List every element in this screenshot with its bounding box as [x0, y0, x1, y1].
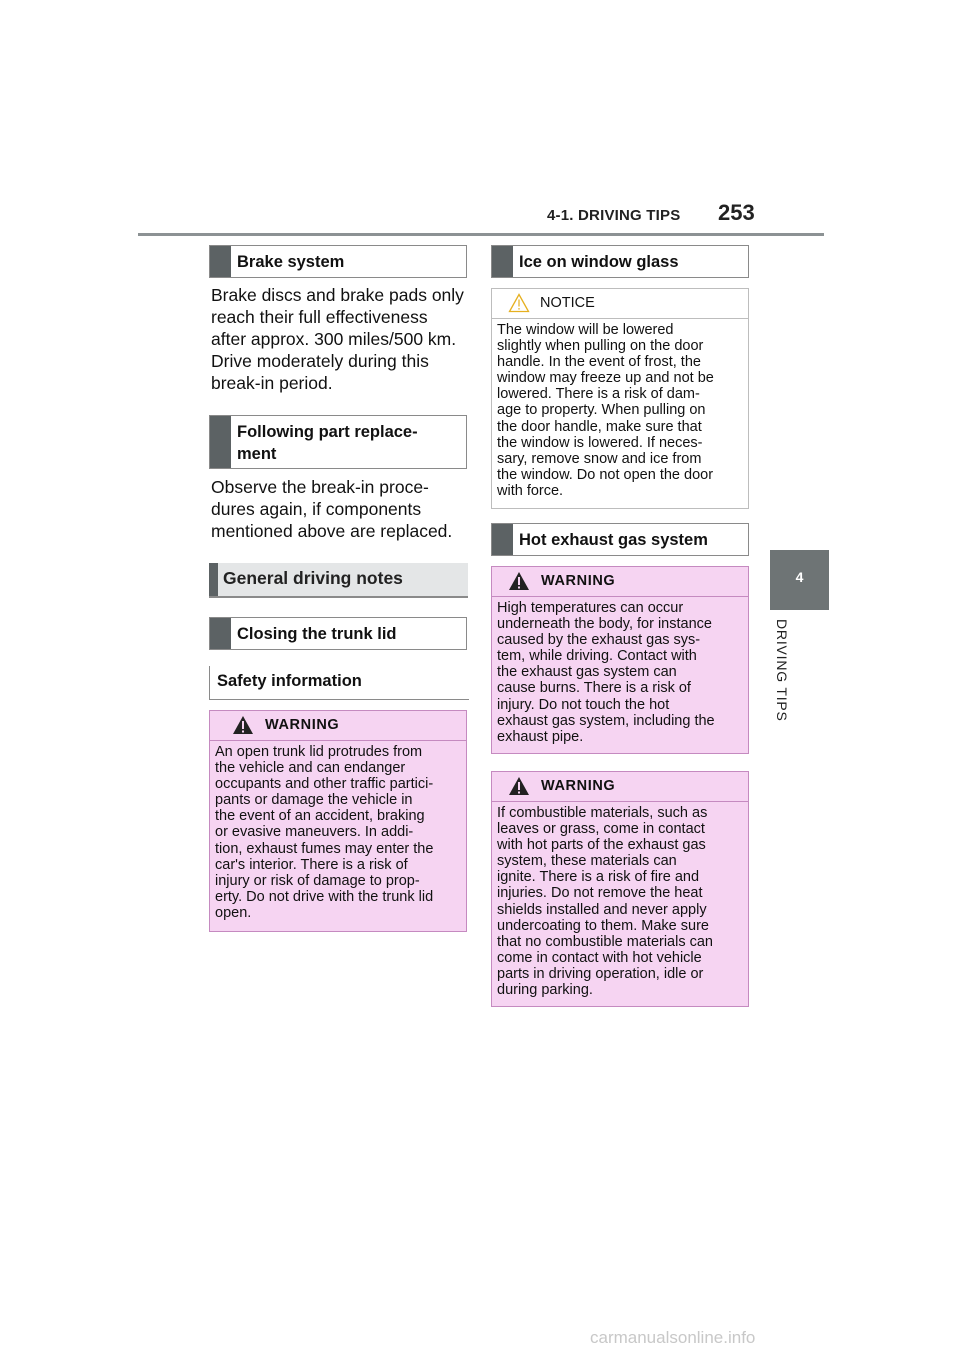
text-line: the event of an accident, braking — [215, 808, 425, 825]
text-line: An open trunk lid protrudes from — [215, 744, 423, 760]
text-line: leaves or grass, come in contact — [497, 821, 705, 838]
text-line: Brake discs and brake pads only — [211, 285, 464, 305]
heading-bar — [210, 246, 231, 277]
exhaust-warning-box-2 — [491, 771, 749, 1007]
warning-header — [210, 711, 466, 741]
text-line: injury. Do not touch the hot — [497, 696, 670, 713]
text-line: open. — [215, 904, 252, 921]
warning-header — [492, 772, 748, 802]
heading-text: Closing the trunk lid — [237, 625, 397, 643]
text-line: pants or damage the vehicle in — [215, 792, 413, 809]
text-line: system, these materials can — [497, 853, 677, 870]
notice-label: NOTICE — [540, 295, 595, 311]
warning-label: WARNING — [541, 778, 616, 794]
caution-icon — [508, 293, 530, 313]
part-replacement-heading — [209, 415, 467, 469]
text-line: exhaust gas system, including the — [497, 712, 715, 729]
text-line: caused by the exhaust gas sys- — [497, 632, 701, 649]
text-line: erty. Do not drive with the trunk lid — [215, 888, 434, 905]
heading-bar — [492, 524, 513, 555]
text-line: that no combustible materials can — [497, 933, 713, 950]
text-line: window may freeze up and not be — [497, 370, 714, 387]
text-line: car's interior. There is a risk of — [215, 856, 408, 873]
header-divider — [138, 233, 824, 236]
text-line: sary, remove snow and ice from — [497, 450, 702, 467]
general-driving-notes-heading — [209, 563, 468, 598]
notice-header — [492, 289, 748, 319]
chapter-number: 4 — [795, 569, 804, 585]
text-line: lowered. There is a risk of dam- — [497, 386, 700, 403]
text-line: parts in driving operation, idle or — [497, 965, 704, 982]
heading-bar — [209, 563, 218, 596]
text-line: High temperatures can occur — [497, 600, 684, 616]
warning-label: WARNING — [541, 573, 616, 589]
text-line: injuries. Do not remove the heat — [497, 885, 703, 902]
text-line: shields installed and never apply — [497, 901, 707, 918]
safety-information-heading — [209, 666, 469, 700]
text-line: break-in period. — [211, 373, 333, 393]
warning-icon — [508, 776, 530, 796]
warning-text — [492, 802, 748, 1004]
chapter-title: DRIVING TIPS — [774, 619, 790, 722]
heading-line: Following part replace- — [237, 423, 418, 441]
section-title: 4-1. DRIVING TIPS — [547, 207, 681, 224]
page-number: 253 — [718, 200, 755, 225]
text-line: the window. Do not open the door — [497, 466, 714, 483]
text-line: occupants and other traffic partici- — [215, 776, 434, 793]
text-line: exhaust pipe. — [497, 728, 584, 745]
text-line: the window is lowered. If neces- — [497, 434, 703, 451]
ice-notice-box — [491, 288, 749, 509]
text-line: during parking. — [497, 982, 593, 999]
text-line: underneath the body, for instance — [497, 616, 712, 633]
text-line: come in contact with hot vehicle — [497, 949, 702, 966]
trunk-lid-heading — [209, 617, 467, 650]
text-line: Drive moderately during this — [211, 351, 429, 371]
text-line: reach their full effectiveness — [211, 307, 428, 327]
chapter-tab — [770, 550, 829, 610]
warning-icon — [232, 715, 254, 735]
exhaust-warning-box-1 — [491, 566, 749, 754]
heading-line: ment — [237, 445, 277, 463]
heading-text: Ice on window glass — [519, 253, 679, 271]
text-line: mentioned above are replaced. — [211, 521, 453, 541]
text-line: tem, while driving. Contact with — [497, 648, 697, 665]
text-line: the exhaust gas system can — [497, 664, 677, 681]
text-line: slightly when pulling on the door — [497, 338, 704, 355]
warning-text — [210, 741, 466, 927]
heading-text — [210, 416, 466, 471]
part-replacement-paragraph — [211, 476, 452, 542]
text-line: with hot parts of the exhaust gas — [497, 837, 706, 854]
text-line: or evasive maneuvers. In addi- — [215, 824, 414, 841]
text-line: handle. In the event of frost, the — [497, 354, 701, 371]
text-line: ignite. There is a risk of fire and — [497, 869, 700, 886]
heading-text: General driving notes — [223, 568, 403, 588]
brake-system-paragraph — [211, 284, 464, 394]
brake-system-heading — [209, 245, 467, 278]
warning-header — [492, 567, 748, 597]
text-line: undercoating to them. Make sure — [497, 917, 709, 934]
text-line: dures again, if components — [211, 499, 422, 519]
trunk-warning-box — [209, 710, 467, 932]
warning-icon — [508, 571, 530, 591]
heading-bar — [210, 618, 231, 649]
text-line: cause burns. There is a risk of — [497, 680, 691, 697]
heading-bar — [210, 416, 231, 468]
warning-label: WARNING — [265, 717, 340, 733]
warning-text — [492, 597, 748, 751]
heading-text: Brake system — [237, 253, 345, 271]
heading-text: Safety information — [217, 672, 362, 690]
text-line: age to property. When pulling on — [497, 402, 706, 419]
text-line: with force. — [497, 482, 564, 499]
text-line: injury or risk of damage to prop- — [215, 872, 420, 889]
text-line: tion, exhaust fumes may enter the — [215, 840, 434, 857]
text-line: The window will be lowered — [497, 322, 674, 338]
text-line: the vehicle and can endanger — [215, 760, 406, 777]
text-line: If combustible materials, such as — [497, 805, 708, 821]
heading-text: Hot exhaust gas system — [519, 531, 708, 549]
text-line: the door handle, make sure that — [497, 418, 702, 435]
watermark: carmanualsonline.info — [590, 1328, 756, 1347]
ice-window-heading — [491, 245, 749, 278]
hot-exhaust-heading — [491, 523, 749, 556]
text-line: Observe the break-in proce- — [211, 477, 429, 497]
notice-text — [492, 319, 748, 505]
text-line: after approx. 300 miles/500 km. — [211, 329, 457, 349]
heading-bar — [492, 246, 513, 277]
